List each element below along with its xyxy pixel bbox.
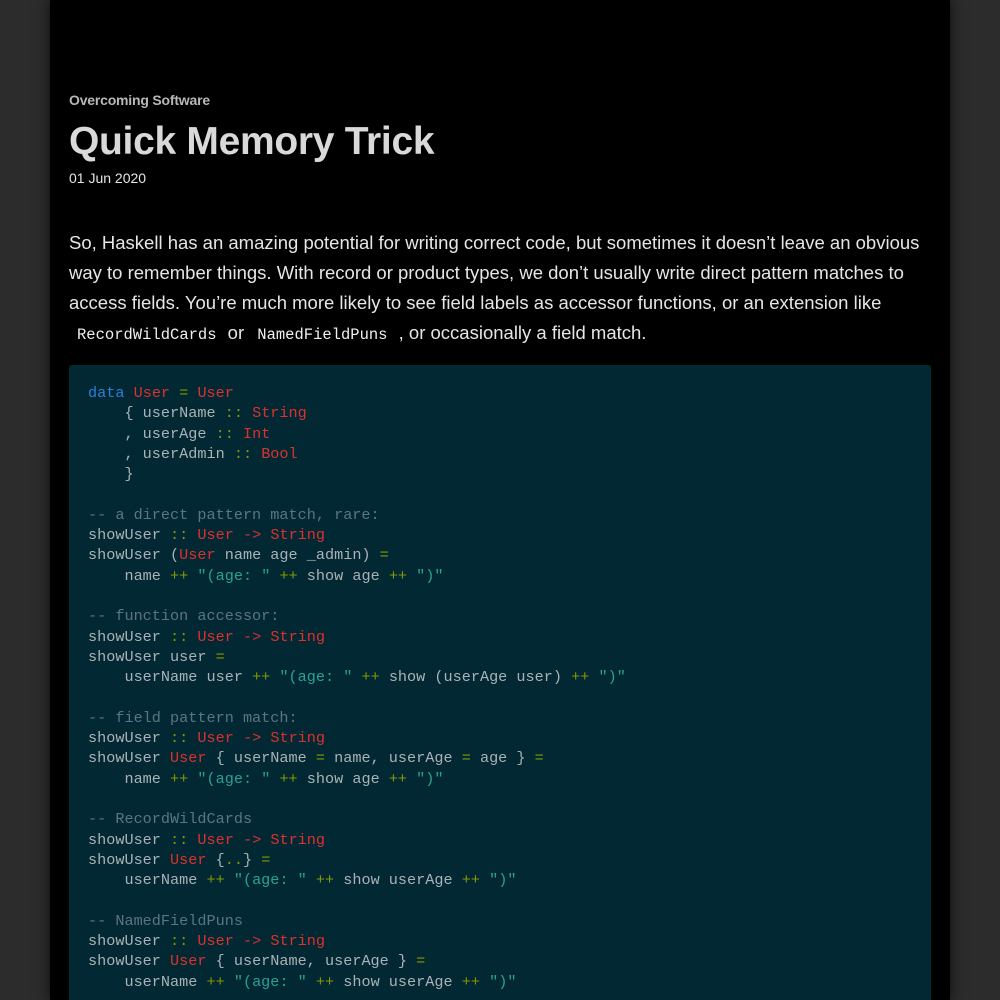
code-text: }	[242, 850, 262, 869]
code-operator: =	[534, 749, 544, 768]
code-text: name age _admin)	[215, 546, 380, 565]
code-line	[88, 627, 931, 647]
code-line	[88, 464, 931, 484]
intro-paragraph	[69, 228, 935, 350]
code-text	[252, 445, 261, 463]
code-text	[234, 932, 243, 950]
code-operator: ..	[224, 850, 243, 869]
code-text: showUser (	[88, 546, 180, 565]
code-string: "(age: "	[197, 566, 271, 585]
code-line	[88, 708, 931, 728]
code-text	[480, 973, 489, 991]
code-line	[88, 505, 931, 525]
code-keyword: data	[88, 384, 125, 402]
code-text: showUser	[88, 952, 171, 971]
code-operator: ++	[315, 871, 335, 890]
code-text: showUser	[88, 932, 171, 951]
code-line	[88, 728, 931, 748]
code-type: String	[270, 830, 326, 849]
code-text: userName	[88, 972, 207, 991]
code-line	[88, 972, 931, 992]
code-line	[88, 606, 931, 626]
code-text: showUser	[88, 830, 171, 849]
code-line	[88, 687, 931, 707]
code-operator: ++	[170, 566, 189, 585]
code-line	[88, 809, 931, 829]
code-string: "(age: "	[233, 972, 307, 991]
code-text: showUser user	[88, 647, 216, 666]
code-line	[88, 769, 931, 789]
code-operator: =	[215, 647, 225, 666]
code-string: ")"	[598, 668, 626, 687]
code-type: ->	[242, 627, 262, 646]
code-text	[234, 729, 243, 747]
code-text	[261, 932, 270, 950]
code-line	[88, 890, 931, 910]
inline-code-recordwildcards: RecordWildCards	[77, 326, 217, 344]
code-operator: ++	[388, 769, 408, 788]
code-operator: ::	[170, 830, 189, 849]
code-line	[88, 383, 931, 403]
code-line	[88, 586, 931, 606]
code-text: name	[88, 566, 171, 585]
code-type: User	[197, 627, 234, 646]
code-line	[88, 566, 931, 586]
code-operator: =	[261, 850, 271, 869]
code-string: ")"	[489, 972, 517, 991]
code-operator: ++	[571, 668, 590, 687]
code-text	[225, 871, 234, 889]
code-line	[88, 647, 931, 667]
code-text	[234, 628, 243, 646]
code-type: User	[170, 749, 207, 768]
code-text	[261, 729, 270, 747]
code-text: { userName	[206, 749, 316, 768]
code-text	[407, 770, 416, 788]
code-text: show userAge	[334, 871, 462, 890]
code-text	[234, 425, 243, 443]
code-type: User	[197, 384, 234, 402]
code-type: User	[170, 850, 207, 869]
site-title-link[interactable]: Overcoming Software	[69, 92, 210, 108]
code-text: name, userAge	[325, 749, 462, 768]
code-line	[88, 830, 931, 850]
code-operator: ::	[224, 404, 243, 423]
code-operator: ::	[170, 729, 189, 748]
code-text: showUser	[88, 749, 171, 768]
code-line	[88, 931, 931, 951]
code-text: showUser	[88, 526, 171, 545]
code-text: show (userAge user)	[379, 668, 572, 687]
code-text: { userName, userAge }	[206, 952, 417, 971]
code-text: , userAdmin	[88, 444, 234, 463]
code-text: showUser	[88, 729, 171, 748]
code-text	[261, 831, 270, 849]
post-title: Quick Memory Trick	[69, 120, 435, 163]
code-text: {	[206, 850, 225, 869]
code-line	[88, 850, 931, 870]
code-line	[88, 789, 931, 809]
code-type: User	[133, 384, 171, 402]
code-line	[88, 911, 931, 931]
code-comment: -- RecordWildCards	[88, 810, 253, 829]
code-comment: -- function accessor:	[88, 607, 280, 626]
code-operator: ++	[279, 769, 298, 788]
post-date: 01 Jun 2020	[69, 170, 147, 186]
code-type: ->	[242, 932, 262, 951]
code-type: ->	[242, 526, 262, 545]
code-text	[261, 628, 270, 646]
code-line	[88, 424, 931, 444]
code-text	[407, 567, 416, 585]
code-text	[480, 871, 489, 889]
code-operator: ++	[461, 871, 480, 890]
code-text: age }	[470, 749, 535, 768]
code-line	[88, 748, 931, 768]
code-operator: ++	[206, 972, 225, 991]
code-type: String	[252, 404, 307, 423]
code-type: String	[270, 627, 326, 646]
code-text: }	[88, 465, 134, 484]
code-type: String	[270, 526, 326, 545]
code-block	[69, 365, 931, 1000]
code-line	[88, 484, 931, 504]
code-type: User	[197, 526, 234, 545]
code-line	[88, 403, 931, 423]
code-operator: ::	[170, 526, 189, 545]
code-comment: -- NamedFieldPuns	[88, 911, 243, 930]
code-text	[307, 973, 316, 991]
code-string: ")"	[489, 871, 517, 890]
code-text: showUser	[88, 627, 171, 646]
code-text	[124, 384, 133, 402]
code-operator: =	[416, 952, 426, 971]
code-type: Bool	[261, 444, 298, 463]
code-operator: ++	[315, 972, 335, 991]
code-string: ")"	[416, 566, 444, 585]
code-operator: ::	[215, 424, 234, 443]
code-type: ->	[242, 729, 262, 748]
code-operator: ++	[170, 769, 189, 788]
code-text	[225, 973, 234, 991]
intro-text: , or occasionally a field match.	[393, 322, 647, 343]
code-text: name	[88, 769, 171, 788]
code-operator: ++	[252, 668, 271, 687]
code-line	[88, 444, 931, 464]
inline-code-namedfieldpuns: NamedFieldPuns	[257, 326, 388, 344]
blog-page	[50, 0, 950, 1000]
code-text: userName	[88, 871, 207, 890]
code-type: User	[170, 952, 207, 971]
code-text: userName user	[88, 668, 253, 687]
code-listing	[69, 365, 931, 992]
code-string: "(age: "	[197, 769, 271, 788]
code-text: show userAge	[334, 972, 462, 991]
code-text	[234, 526, 243, 544]
intro-text: So, Haskell has an amazing potential for writing correct code, but sometimes it doesn’t leave an obvious way to remember things. With record or product types, we don’t usually write direct pattern matches to access fields. You’re much more likely to see field labels as accessor functions, or an extension like	[69, 232, 920, 313]
code-text	[307, 871, 316, 889]
code-operator: ::	[170, 627, 189, 646]
code-type: ->	[242, 830, 262, 849]
code-type: User	[197, 830, 234, 849]
code-line	[88, 870, 931, 890]
code-type: User	[197, 729, 234, 748]
code-type: String	[270, 729, 326, 748]
code-operator: ::	[233, 444, 253, 463]
code-comment: -- a direct pattern match, rare:	[88, 505, 380, 524]
intro-text: or	[222, 322, 250, 343]
code-operator: ++	[279, 566, 298, 585]
code-type: User	[179, 546, 216, 565]
code-string: "(age: "	[279, 668, 353, 687]
code-line	[88, 667, 931, 687]
code-operator: ++	[461, 972, 480, 991]
code-text	[234, 831, 243, 849]
code-type: String	[270, 932, 326, 951]
code-operator: ++	[206, 871, 225, 890]
code-type: Int	[242, 424, 271, 443]
code-operator: ::	[170, 932, 189, 951]
code-operator: =	[179, 384, 189, 402]
code-operator: =	[461, 749, 471, 768]
code-operator: =	[379, 546, 389, 565]
code-operator: ++	[388, 566, 408, 585]
code-text: { userName	[88, 404, 225, 423]
code-text: show age	[297, 566, 389, 585]
code-comment: -- field pattern match:	[88, 708, 298, 727]
code-text	[243, 404, 252, 422]
code-line	[88, 525, 931, 545]
code-text	[261, 526, 270, 544]
code-line	[88, 545, 931, 565]
code-string: ")"	[416, 769, 444, 788]
code-text: show age	[297, 769, 389, 788]
code-type: User	[197, 932, 234, 951]
code-string: "(age: "	[233, 871, 307, 890]
code-operator: ++	[361, 668, 380, 687]
code-operator: =	[315, 749, 325, 768]
code-text: , userAge	[88, 424, 216, 443]
code-text	[170, 384, 179, 402]
code-line	[88, 951, 931, 971]
code-text: showUser	[88, 850, 171, 869]
